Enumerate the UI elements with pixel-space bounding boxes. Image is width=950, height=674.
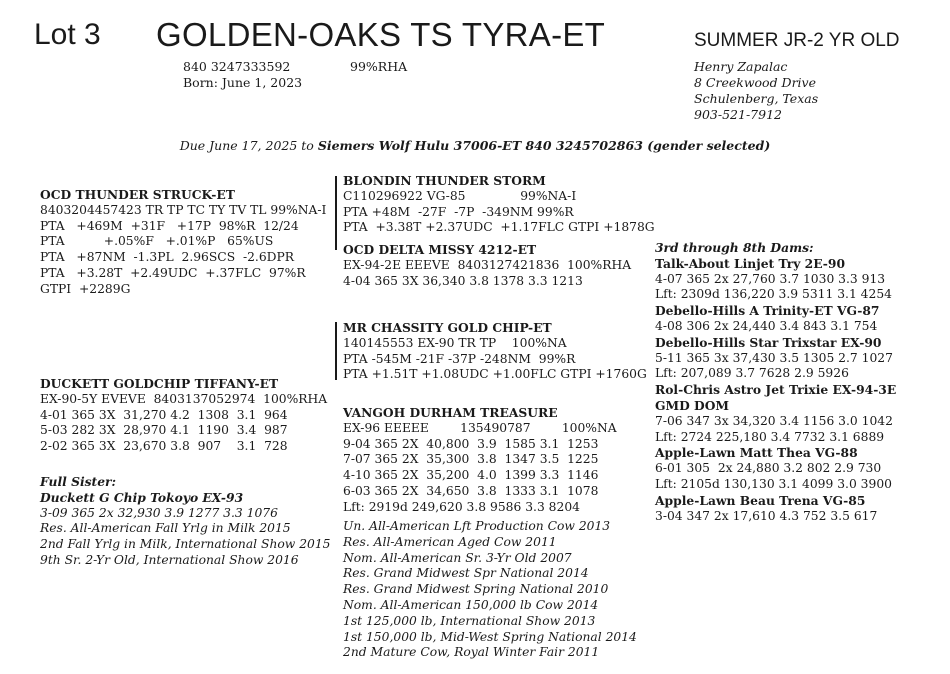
pedigree-line-sire [335,176,337,250]
dam-dam-honors [343,519,637,661]
extended-dams-block [655,240,896,524]
sister-line: 2nd Fall Yrlg in Milk, International Show 2015 [40,537,331,552]
dam-entry-line: Lft: 2724 225,180 3.4 7732 3.1 6889 [655,429,885,444]
sire-sire-block [343,173,655,236]
dam-entry-line: 4-08 306 2x 24,440 3.4 843 3.1 754 [655,318,878,333]
dam-line: 2-02 365 3X 23,670 3.8 907 3.1 728 [40,439,288,454]
dam-entry-line: 6-01 305 2x 24,880 3.2 802 2.9 730 [655,461,882,476]
sire-sire-line: PTA +3.38T +2.37UDC +1.17FLC GTPI +1878G [343,220,655,235]
dam-line: EX-90-5Y EVEVE 8403137052974 100%RHA [40,391,328,406]
dam-entry-line: 4-07 365 2x 27,760 3.7 1030 3.3 913 [655,271,886,286]
sire-dam-block [343,242,631,289]
sire-line: PTA +469M +31F +17P 98%R 12/24 [40,218,299,233]
dam-block [40,376,327,455]
dam-dam-block [343,405,617,516]
dam-sire-block [343,320,647,383]
honor-line: Nom. All-American 150,000 lb Cow 2014 [343,597,599,612]
sire-sire-line: C110296922 VG-85 99%NA-I [343,188,577,203]
honor-line: Res. All-American Aged Cow 2011 [343,534,557,549]
show-class: SUMMER JR-2 YR OLD [694,30,900,51]
dam-entry-name: Apple-Lawn Matt Thea VG-88 [655,445,858,461]
dam-entry-name: Apple-Lawn Beau Trena VG-85 [655,492,866,508]
honor-line: Res. Grand Midwest Spring National 2010 [343,582,609,597]
dam-entry-line: 3-04 347 2x 17,610 4.3 752 3.5 617 [655,508,878,523]
sire-line: GTPI +2289G [40,281,131,296]
sister-heading: Full Sister: [40,474,117,489]
sister-line: 3-09 365 2x 32,930 3.9 1277 3.3 1076 [40,505,278,520]
sister-line: 9th Sr. 2-Yr Old, International Show 2016 [40,552,299,567]
owner-phone: 903-521-7912 [694,107,782,122]
dam-dam-line: 9-04 365 2X 40,800 3.9 1585 3.1 1253 [343,436,599,451]
sister-line: Res. All-American Fall Yrlg in Milk 2015 [40,521,291,536]
sire-sire-name: BLONDIN THUNDER STORM [343,173,546,188]
honor-line: 1st 125,000 lb, International Show 2013 [343,613,596,628]
due-date-line [0,138,950,153]
dam-entry-name: Debello-Hills Star Trixstar EX-90 [655,334,882,350]
service-sire: Siemers Wolf Hulu 37006-ET 840 3245702863 (gender selected) [317,138,771,153]
dam-entry-name: Rol-Chris Astro Jet Trixie EX-94-3E [655,382,897,398]
dam-name: DUCKETT GOLDCHIP TIFFANY-ET [40,376,279,391]
dam-entry-name: GMD DOM [655,397,730,413]
dam-sire-line: 140145553 EX-90 TR TP 100%NA [343,335,567,350]
dam-dam-line: 4-10 365 2X 35,200 4.0 1399 3.3 1146 [343,468,599,483]
sire-block [40,187,326,298]
owner-address: 8 Creekwood Drive [694,75,817,90]
dam-entry-line: 5-11 365 3x 37,430 3.5 1305 2.7 1027 [655,350,893,365]
owner-name: Henry Zapalac [694,59,788,74]
dam-dam-name: VANGOH DURHAM TREASURE [343,405,558,420]
pedigree-line-dam [335,322,337,380]
sire-sire-line: PTA +48M -27F -7P -349NM 99%R [343,204,574,219]
honor-line: Un. All-American Lft Production Cow 2013 [343,519,611,533]
lot-number: Lot 3 [34,18,101,51]
sire-name: OCD THUNDER STRUCK-ET [40,187,235,202]
due-prefix: Due June 17, 2025 to [179,138,318,153]
sire-line: 8403204457423 TR TP TC TY TV TL 99%NA-I [40,202,327,217]
dam-line: 5-03 282 3X 28,970 4.1 1190 3.4 987 [40,423,288,438]
sire-dam-name: OCD DELTA MISSY 4212-ET [343,242,537,257]
full-sister-block [40,474,331,569]
dam-line: 4-01 365 3X 31,270 4.2 1308 3.1 964 [40,407,288,422]
sire-dam-line: EX-94-2E EEEVE 8403127421836 100%RHA [343,257,632,272]
dam-sire-name: MR CHASSITY GOLD CHIP-ET [343,320,552,335]
sire-line: PTA +87NM -1.3PL 2.96SCS -2.6DPR [40,250,295,265]
honor-line: Res. Grand Midwest Spr National 2014 [343,566,589,581]
rha-percent: 99%RHA [350,59,408,74]
dam-entry-line: Lft: 207,089 3.7 7628 2.9 5926 [655,366,849,381]
sire-line: PTA +3.28T +2.49UDC +.37FLC 97%R [40,265,306,280]
dam-sire-line: PTA +1.51T +1.08UDC +1.00FLC GTPI +1760G [343,367,647,382]
dam-entry-line: Lft: 2105d 130,130 3.1 4099 3.0 3900 [655,476,892,491]
honor-line: 1st 150,000 lb, Mid-West Spring National 2014 [343,629,637,644]
extended-dams-heading: 3rd through 8th Dams: [655,240,814,255]
honor-line: 2nd Mature Cow, Royal Winter Fair 2011 [343,645,600,660]
dam-dam-line: 7-07 365 2X 35,300 3.8 1347 3.5 1225 [343,452,599,467]
registration-number: 840 3247333592 [183,59,291,74]
honor-line: Nom. All-American Sr. 3-Yr Old 2007 [343,550,572,565]
dam-dam-line: Lft: 2919d 249,620 3.8 9586 3.3 8204 [343,499,580,514]
dam-sire-line: PTA -545M -21F -37P -248NM 99%R [343,351,576,366]
sire-dam-line: 4-04 365 3X 36,340 3.8 1378 3.3 1213 [343,273,583,288]
owner-city: Schulenberg, Texas [694,91,819,106]
dam-dam-line: EX-96 EEEEE 135490787 100%NA [343,420,617,435]
animal-name: GOLDEN-OAKS TS TYRA-ET [156,16,606,53]
dam-dam-line: 6-03 365 2X 34,650 3.8 1333 3.1 1078 [343,483,599,498]
birth-date: Born: June 1, 2023 [183,75,303,90]
dam-entry-name: Talk-About Linjet Try 2E-90 [655,255,846,271]
sire-line: PTA +.05%F +.01%P 65%US [40,234,274,249]
dam-entry-line: 7-06 347 3x 34,320 3.4 1156 3.0 1042 [655,413,893,428]
dam-entry-name: Debello-Hills A Trinity-ET VG-87 [655,303,880,319]
dam-entry-line: Lft: 2309d 136,220 3.9 5311 3.1 4254 [655,287,892,302]
sister-name: Duckett G Chip Tokoyo EX-93 [40,489,244,505]
